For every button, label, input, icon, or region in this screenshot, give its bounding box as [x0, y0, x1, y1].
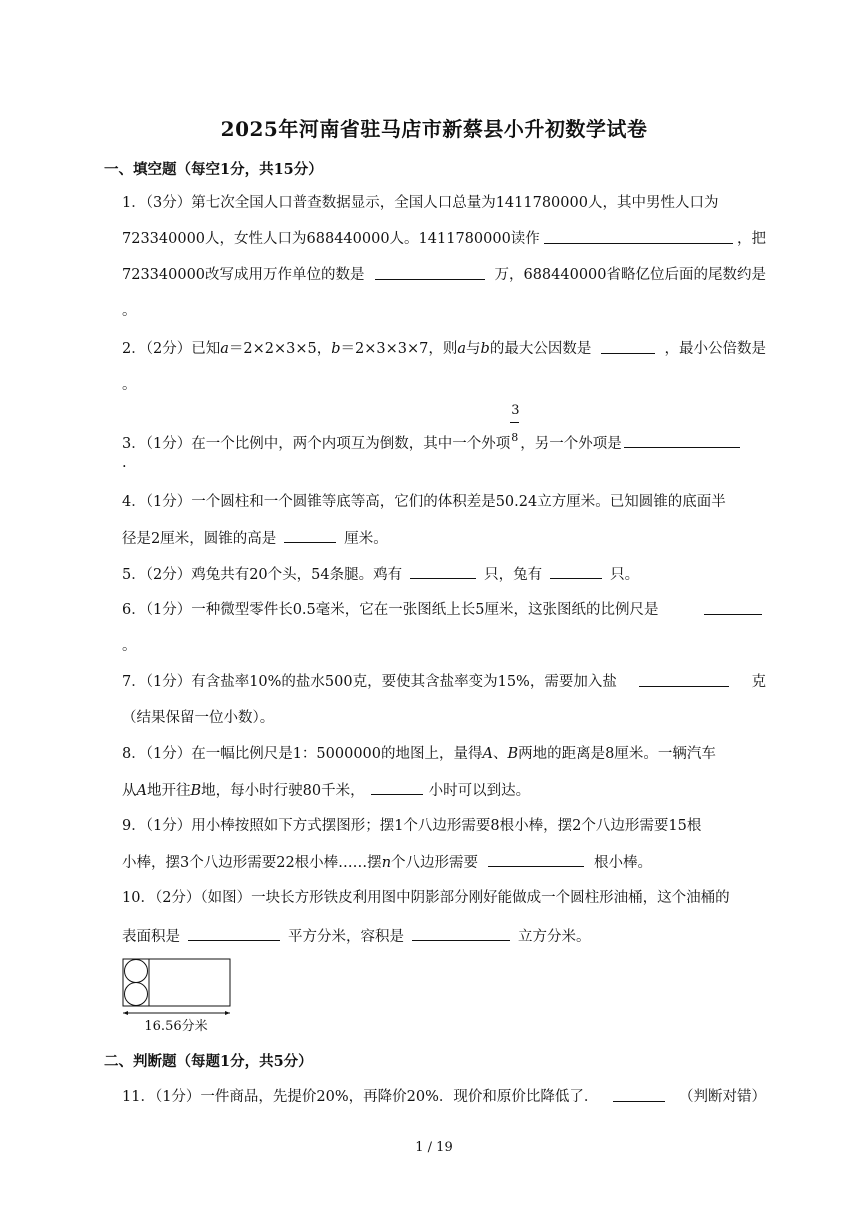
- question-11-line-1: 11．（1分）一件商品，先提价20%，再降价20%．现价和原价比降低了． （判断对错）: [122, 1089, 766, 1105]
- answer-blank-q9[interactable]: [488, 852, 584, 867]
- question-1-line-4: 。: [122, 303, 137, 319]
- answer-blank-q5-rabbits[interactable]: [550, 564, 602, 579]
- question-4-line-2: 径是2厘米，圆锥的高是 厘米。: [122, 528, 766, 549]
- question-7-line-2: （结果保留一位小数）。: [122, 710, 275, 726]
- question-7-line-1: 7．（1分）有含盐率10%的盐水500克，要使其含盐率变为15%，需要加入盐 克: [122, 674, 766, 690]
- answer-blank-q7[interactable]: [639, 672, 729, 687]
- section-heading-fill-in: 一、填空题（每空1分，共15分）: [104, 161, 323, 178]
- answer-blank-q1-wan[interactable]: [375, 265, 485, 280]
- answer-blank-q1-reading[interactable]: [544, 229, 733, 244]
- answer-blank-q10-volume[interactable]: [412, 926, 510, 941]
- question-9-line-2: 小棒，摆3个八边形需要22根小棒……摆n个八边形需要 根小棒。: [122, 852, 766, 873]
- answer-blank-q6[interactable]: [704, 600, 762, 615]
- question-2-line-1: 2．（2分）已知a＝2×2×3×5，b＝2×3×3×7，则a与b的最大公因数是 ，最小公倍数是: [122, 341, 766, 357]
- question-3-line-2: .: [122, 455, 127, 471]
- dimension-label: 16.56分米: [144, 1019, 208, 1034]
- question-8-line-1: 8．（1分）在一幅比例尺是1：5000000的地图上，量得A、B两地的距离是8厘米。一辆汽车: [122, 746, 716, 762]
- question-9-line-1: 9．（1分）用小棒按照如下方式摆图形；摆1个八边形需要8根小棒，摆2个八边形需要15根: [122, 818, 702, 834]
- question-10-line-2: 表面积是 平方分米，容积是 立方分米。: [122, 926, 766, 947]
- fraction-three-eighths: $\frac{3}{8}$: [511, 403, 520, 444]
- question-5-line-1: 5．（2分）鸡兔共有20个头，54条腿。鸡有 只，兔有 只。: [122, 564, 766, 585]
- answer-blank-q8[interactable]: [371, 780, 423, 795]
- rectangle-sheet-figure: [122, 958, 234, 1040]
- right-arrowhead: [225, 1011, 230, 1015]
- sheet-diagram: [122, 958, 234, 1036]
- answer-blank-q2-gcd[interactable]: [601, 339, 655, 354]
- question-3-line-1: 3．（1分）在一个比例中，两个内项互为倒数，其中一个外项 $\frac{3}{8}$ ，另一个外项是: [122, 428, 766, 454]
- question-1-line-1: 1．（3分）第七次全国人口普查数据显示，全国人口总量为1411780000人，其中男性人口为: [122, 195, 719, 211]
- answer-blank-q3[interactable]: [624, 433, 740, 448]
- question-6-line-1: 6．（1分）一种微型零件长0.5毫米，它在一张图纸上长5厘米，这张图纸的比例尺是: [122, 600, 766, 620]
- page-number: 1 / 19: [415, 1140, 453, 1155]
- question-1-line-2: 723340000人，女性人口为688440000人。1411780000读作 ，把: [122, 231, 766, 247]
- question-10-line-1: 10．（2分）（如图）一块长方形铁皮利用图中阴影部分刚好能做成一个圆柱形油桶，这个油桶的: [122, 890, 730, 906]
- answer-blank-q4[interactable]: [284, 528, 336, 543]
- question-2-line-2: 。: [122, 377, 137, 393]
- left-arrowhead: [123, 1011, 128, 1015]
- top-circle: [125, 960, 148, 983]
- question-6-line-2: 。: [122, 638, 137, 654]
- answer-blank-q11[interactable]: [613, 1087, 665, 1102]
- page-title: 2025年河南省驻马店市新蔡县小升初数学试卷: [220, 117, 648, 141]
- question-4-line-1: 4．（1分）一个圆柱和一个圆锥等底等高，它们的体积差是50.24立方厘米。已知圆锥的底面半: [122, 494, 726, 510]
- bottom-circle: [125, 983, 148, 1006]
- answer-blank-q5-chickens[interactable]: [410, 564, 476, 579]
- answer-blank-q10-area[interactable]: [188, 926, 280, 941]
- section-heading-true-false: 二、判断题（每题1分，共5分）: [104, 1053, 313, 1070]
- question-1-line-3: 723340000改写成用万作单位的数是 万，688440000省略亿位后面的尾数约是: [122, 267, 766, 283]
- question-8-line-2: 从A地开往B地，每小时行驶80千米， 小时可以到达。: [122, 780, 766, 801]
